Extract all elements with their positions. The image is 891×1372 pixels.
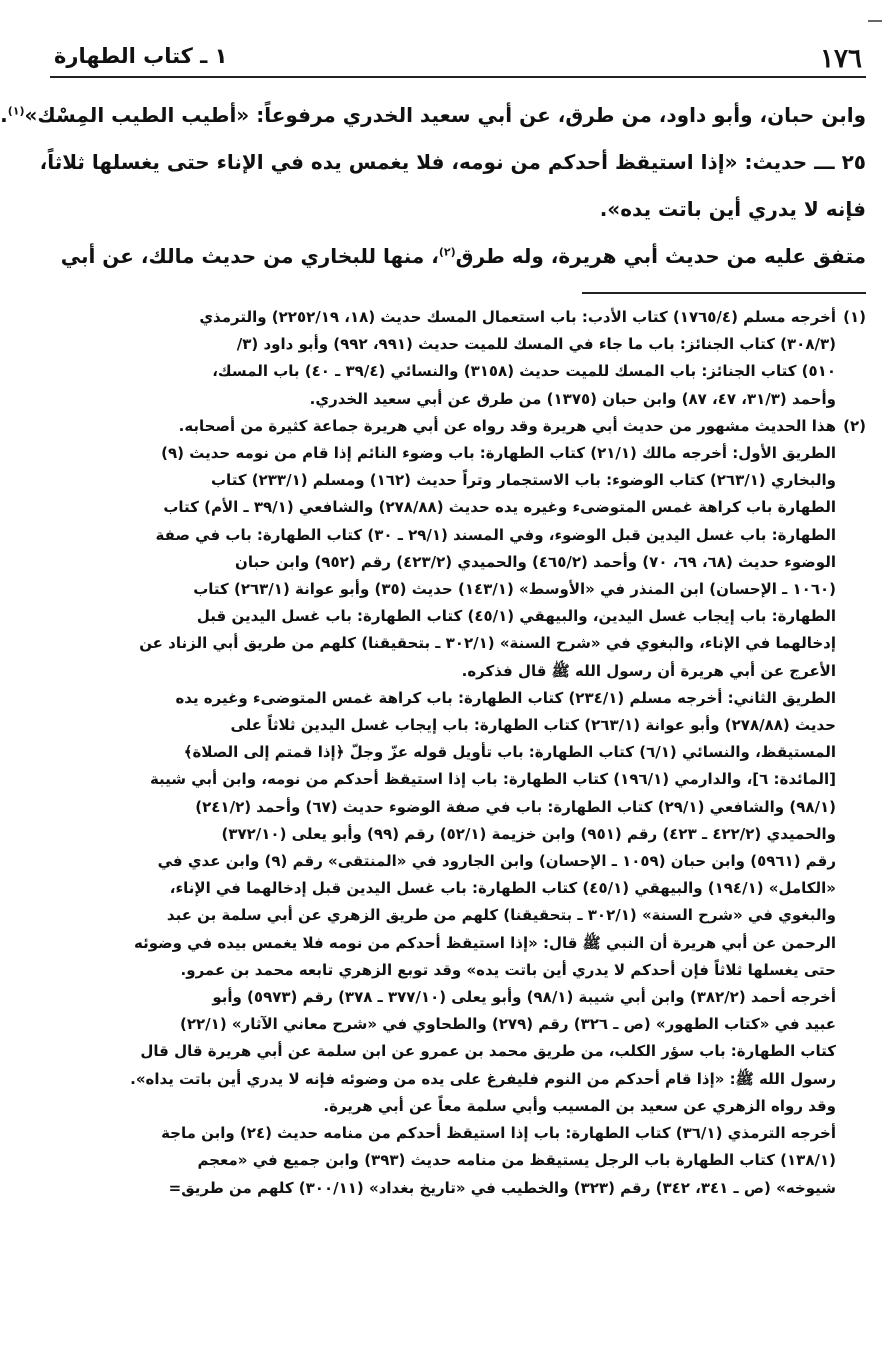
path-1-line: والبخاري (٢٦٣/١) كتاب الوضوء: باب الاستجمار وتراً حديث (١٦٢) ومسلم (٢٣٣/١) كتاب [210,471,836,490]
corner-mark [868,20,882,22]
path-2-label: الطريق الثاني: [727,688,836,707]
footnote-2-intro-text: هذا الحديث مشهور من حديث أبي هريرة وقد رواه عن أبي هريرة جماعة كثيرة من أصحابه. [178,416,836,435]
main-line-4b: ، منها للبخاري من حديث مالك، عن أبي [60,244,439,268]
footnote-ref-2: (٢) [438,245,456,259]
footnote-2 [50,413,866,1202]
header-rule [50,76,866,78]
path-2-line: كتاب الطهارة: باب سؤر الكلب، من طريق محمد بن عمرو عن ابن سلمة عن أبي هريرة قال قال [140,1042,836,1061]
path-2-line: (١٣٨/١) كتاب الطهارة باب الرجل يستيقظ من منامه حديث (٣٩٣) وابن جميع في «معجم [197,1151,836,1170]
footnote-1-line-2: (٣٠٨/٣) كتاب الجنائز: باب ما جاء في المسك للميت حديث (٩٩١، ٩٩٢) وأبو داود (٣/ [236,335,836,354]
page-number: ١٧٦ [820,44,862,74]
path-2-line: رسول الله ﷺ: «إذا قام أحدكم من النوم فليفرغ على يده من وضوئه فإنه لا يدري أين باتت يداه». [130,1069,836,1088]
running-header [50,34,866,78]
path-2-line: والحميدي (٤٢٢/٢ ـ ٤٢٣) رقم (٩٥١) وابن خزيمة (٥٢/١) رقم (٩٩) وأبو يعلى (٣٧٢/١٠) [221,824,836,843]
footnote-1-line-4: وأحمد (٣١/٣، ٤٧، ٨٧) وابن حبان (١٣٧٥) من طرق عن أبي سعيد الخدري. [309,389,836,408]
path-2-line: [المائدة: ٦]، والدارمي (١٩٦/١) كتاب الطهارة: باب إذا استيقظ أحدكم من نومه، وابن أبي شيبة [149,770,836,789]
main-text [0,92,866,280]
path-2-line: شيوخه» (ص ـ ٣٤١، ٣٤٢) رقم (٣٢٣) والخطيب في «تاريخ بغداد» (٣٠٠/١١) كلهم من طريق= [168,1178,836,1197]
footnote-2-intro [50,413,866,440]
path-1-line: الأعرج عن أبي هريرة أن رسول الله ﷺ قال فذكره. [461,661,836,680]
footnote-ref-1: (١) [7,104,25,118]
path-1-line: الطهارة: باب إيجاب غسل اليدين، والبيهقي (٤٥/١) كتاب الطهارة: باب غسل اليدين قبل [196,607,836,626]
path-2-line: والبغوي في «شرح السنة» (٣٠٢/١ ـ بتحقيقنا) كلهم من طريق الزهري عن أبي سلمة بن عبد [166,906,836,925]
hadith-dash: ـــ [807,150,842,174]
footnote-1-line-3: ٥١٠) كتاب الجنائز: باب المسك للميت حديث (٣١٥٨) والنسائي (٣٩/٤ ـ ٤٠) باب المسك، [212,362,836,381]
footnote-2-marker: (٢) [843,416,866,435]
path-1-line: (١٠٦٠ ـ الإحسان) ابن المنذر في «الأوسط» (١٤٣/١) حديث (٣٥) وأبو عوانة (٢٦٣/١) كتاب [193,580,836,599]
hadith-label: حديث [752,150,808,174]
main-line-3: فإنه لا يدري أين باتت يده». [599,197,866,221]
footnote-1 [50,304,866,413]
hadith-line [39,139,866,186]
path-2-line: حديث (٢٧٨/٨٨) وأبو عوانة (٢٦٣/١) كتاب الطهارة: باب إيجاب غسل اليدين ثلاثاً على [230,716,836,735]
path-2-first-line [50,685,866,712]
hadith-text: : «إذا استيقظ أحدكم من نومه، فلا يغمس يده في الإناء حتى يغسلها ثلاثاً، [39,150,753,174]
path-2-first-text: أخرجه مسلم (٢٣٤/١) كتاب الطهارة: باب كراهة غمس المتوضىء وغيره يده [175,688,728,707]
path-1-first-line [50,440,866,467]
main-line-1: وابن حبان، وأبو داود، من طرق، عن أبي سعيد الخدري مرفوعاً: «أطيب الطيب المِسْك»$^{(١)}$. [0,103,866,127]
path-2-line: «الكامل» (١٩٤/١) والبيهقي (٤٥/١) كتاب الطهارة: باب غسل اليدين قبل إدخالهما في الإناء، [169,879,836,898]
path-2-line: (٩٨/١) والشافعي (٢٩/١) كتاب الطهارة: باب في صفة الوضوء حديث (٦٧) وأحمد (٢٤١/٢) [195,797,836,816]
hadith-number: ٢٥ [841,150,866,174]
path-1-line: الوضوء حديث (٦٨، ٦٩، ٧٠) وأحمد (٤٦٥/٢) والحميدي (٤٢٣/٢) رقم (٩٥٢) وابن حبان [235,552,836,571]
main-line-4a: متفق عليه من حديث أبي هريرة، وله طرق [455,244,866,268]
main-line-1-text: وابن حبان، وأبو داود، من طرق، عن أبي سعيد الخدري مرفوعاً: «أطيب الطيب المِسْك» [24,103,866,127]
path-2-line: عبيد في «كتاب الطهور» (ص ـ ٣٢٦) رقم (٢٧٩) والطحاوي في «شرح معاني الآثار» (٢٢/١) [180,1015,836,1034]
path-1-line: إدخالهما في الإناء، والبغوي في «شرح السنة» (٣٠٢/١ ـ بتحقيقنا) كلهم من طريق أبي الزناد عن [139,634,836,653]
path-2-line: رقم (٥٩٦١) وابن حبان (١٠٥٩ ـ الإحسان) وابن الجارود في «المنتقى» رقم (٩) وابن عدي في [157,852,836,871]
path-2-line: الرحمن عن أبي هريرة أن النبي ﷺ قال: «إذا استيقظ أحدكم من نومه فلا يغمس بيده في وضوئه [134,933,836,952]
main-line-4 [50,233,866,280]
path-1-first-text: أخرجه مالك (٢١/١) كتاب الطهارة: باب وضوء النائم إذا قام من نومه حديث (٩) [161,444,733,463]
path-2-line: وقد رواه الزهري عن سعيد بن المسيب وأبي سلمة معاً عن أبي هريرة. [323,1096,836,1115]
footnote-separator [582,292,866,294]
footnote-1-marker: (١) [843,308,866,326]
chapter-title: ١ ـ كتاب الطهارة [54,44,228,68]
path-2-line: المستيقظ، والنسائي (٦/١) كتاب الطهارة: باب تأويل قوله عزّ وجلّ ﴿إذا قمتم إلى الصلاة﴾ [183,743,836,762]
path-1-line: الطهارة: باب غسل اليدين قبل الوضوء، وفي المسند (٢٩/١ ـ ٣٠) كتاب الطهارة: باب في صفة [155,525,836,544]
footnote-1-text-1: أخرجه مسلم (١٧٦٥/٤) كتاب الأدب: باب استعمال المسك حديث (١٨، ٢٢٥٢/١٩) والترمذي [199,308,836,326]
footnotes [50,304,866,1202]
path-1-line: الطهارة باب كراهة غمس المتوضىء وغيره يده حديث (٢٧٨/٨٨) والشافعي (٣٩/١ ـ الأم) كتاب [163,498,836,517]
path-2-line: حتى يغسلها ثلاثاً فإن أحدكم لا يدري أين باتت يده» وقد توبع الزهري تابعه محمد بن عمرو. [180,960,836,979]
path-1-label: الطريق الأول: [732,444,836,463]
footnote-1-line-1 [50,304,866,331]
path-2-line: أخرجه الترمذي (٣٦/١) كتاب الطهارة: باب إذا استيقظ أحدكم من منامه حديث (٢٤) وابن ماجة [161,1124,836,1143]
path-2-line: أخرجه أحمد (٣٨٢/٢) وابن أبي شيبة (٩٨/١) وأبو يعلى (٣٧٧/١٠ ـ ٣٧٨) رقم (٥٩٧٣) وأبو [212,988,836,1007]
